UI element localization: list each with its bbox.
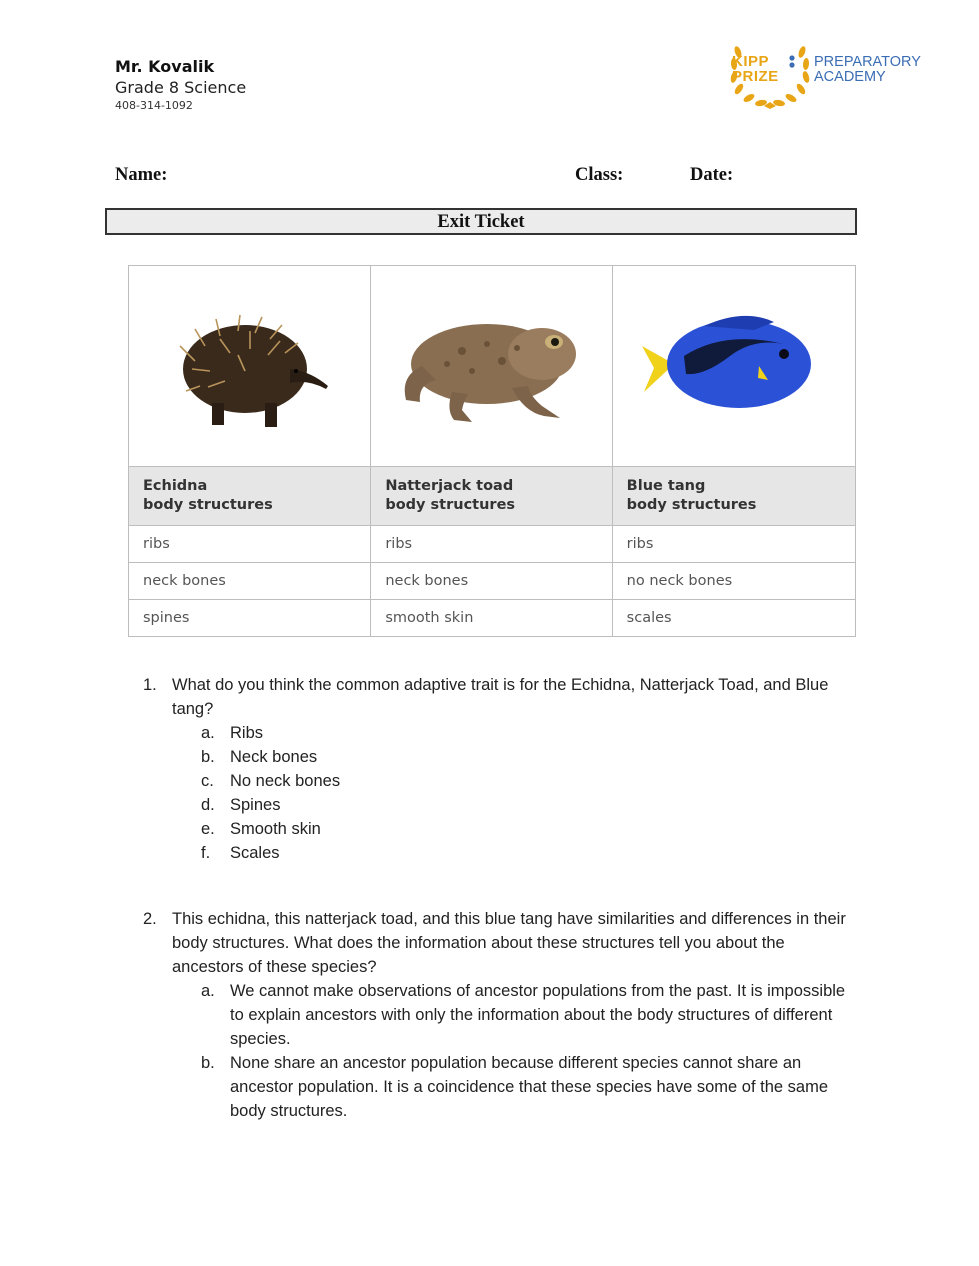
phone-number: 408-314-1092 bbox=[115, 98, 193, 112]
echidna-image-cell bbox=[129, 266, 371, 467]
table-row bbox=[129, 600, 856, 637]
question-1 bbox=[143, 673, 858, 865]
option-letter: c. bbox=[201, 772, 214, 790]
answer-option[interactable] bbox=[201, 979, 858, 1051]
answer-options bbox=[201, 721, 858, 865]
option-text: We cannot make observations of ancestor populations from the past. It is impossible to explain ancestors with only the information about the body structures of different species. bbox=[230, 982, 846, 1048]
logo-kipp-prize-text bbox=[732, 54, 779, 84]
table-row bbox=[129, 563, 856, 600]
option-letter: b. bbox=[201, 1054, 215, 1072]
toad-header-sub: body structures bbox=[385, 497, 516, 513]
option-text: No neck bones bbox=[230, 772, 341, 790]
table-cell: ribs bbox=[612, 526, 855, 563]
fish-header-sub: body structures bbox=[626, 497, 757, 513]
option-letter: a. bbox=[201, 982, 215, 1000]
table-cell: ribs bbox=[129, 526, 371, 563]
logo-academy-text bbox=[814, 55, 921, 85]
option-letter: d. bbox=[201, 796, 215, 814]
course-name: Grade 8 Science bbox=[115, 78, 247, 98]
fish-image-cell bbox=[612, 266, 855, 467]
teacher-name: Mr. Kovalik bbox=[115, 57, 215, 76]
answer-option[interactable] bbox=[201, 721, 858, 745]
option-text: Ribs bbox=[230, 724, 264, 742]
table-cell: no neck bones bbox=[612, 563, 855, 600]
exit-ticket-banner: Exit Ticket bbox=[105, 208, 857, 235]
toad-header-name: Natterjack toad bbox=[385, 478, 514, 494]
table-cell: ribs bbox=[371, 526, 612, 563]
question-number: 2. bbox=[143, 910, 157, 928]
option-text: Neck bones bbox=[230, 748, 318, 766]
image-row bbox=[129, 266, 856, 467]
echidna-header bbox=[129, 467, 371, 526]
logo-line-prize: PRIZE bbox=[732, 68, 779, 85]
body-structures-table bbox=[128, 265, 856, 637]
logo-dots-icon bbox=[788, 55, 796, 69]
question-stem: What do you think the common adaptive trait is for the Echidna, Natterjack Toad, and Blue tang? bbox=[172, 676, 829, 718]
fish-header bbox=[612, 467, 855, 526]
header-row bbox=[129, 467, 856, 526]
answer-option[interactable] bbox=[201, 817, 858, 841]
fish-image bbox=[634, 296, 834, 436]
teacher-info bbox=[115, 58, 246, 112]
answer-option[interactable] bbox=[201, 793, 858, 817]
class-label: Class: bbox=[575, 165, 624, 185]
school-logo bbox=[728, 34, 921, 110]
logo-line-preparatory: PREPARATORY bbox=[814, 54, 921, 70]
table-cell: smooth skin bbox=[371, 600, 612, 637]
toad-image-cell bbox=[371, 266, 612, 467]
table-row bbox=[129, 526, 856, 563]
answer-options bbox=[201, 979, 858, 1123]
option-text: None share an ancestor population because different species cannot share an ancestor population. It is a coincidence that these species have some of the same body structures. bbox=[230, 1054, 829, 1120]
toad-image bbox=[392, 296, 592, 436]
option-text: Smooth skin bbox=[230, 820, 321, 838]
logo-line-kipp: KIPP bbox=[732, 53, 770, 70]
table-cell: neck bones bbox=[129, 563, 371, 600]
option-text: Spines bbox=[230, 796, 281, 814]
echidna-image bbox=[150, 291, 350, 441]
answer-option[interactable] bbox=[201, 1051, 858, 1123]
fish-header-name: Blue tang bbox=[626, 478, 706, 494]
date-label: Date: bbox=[690, 165, 734, 185]
name-label: Name: bbox=[115, 165, 168, 185]
echidna-header-name: Echidna bbox=[143, 478, 208, 494]
option-letter: f. bbox=[201, 844, 211, 862]
answer-option[interactable] bbox=[201, 841, 858, 865]
option-letter: b. bbox=[201, 748, 215, 766]
logo-line-academy: ACADEMY bbox=[814, 69, 886, 85]
question-number: 1. bbox=[143, 676, 157, 694]
answer-option[interactable] bbox=[201, 769, 858, 793]
table-cell: spines bbox=[129, 600, 371, 637]
option-letter: a. bbox=[201, 724, 215, 742]
answer-option[interactable] bbox=[201, 745, 858, 769]
question-2 bbox=[143, 907, 858, 1123]
option-text: Scales bbox=[230, 844, 280, 862]
question-stem: This echidna, this natterjack toad, and this blue tang have similarities and differences in their body structures. What does the information about these structures tell you about the ancestors of these species? bbox=[172, 910, 846, 976]
option-letter: e. bbox=[201, 820, 215, 838]
echidna-header-sub: body structures bbox=[143, 497, 273, 513]
table-cell: neck bones bbox=[371, 563, 612, 600]
toad-header bbox=[371, 467, 612, 526]
table-cell: scales bbox=[612, 600, 855, 637]
